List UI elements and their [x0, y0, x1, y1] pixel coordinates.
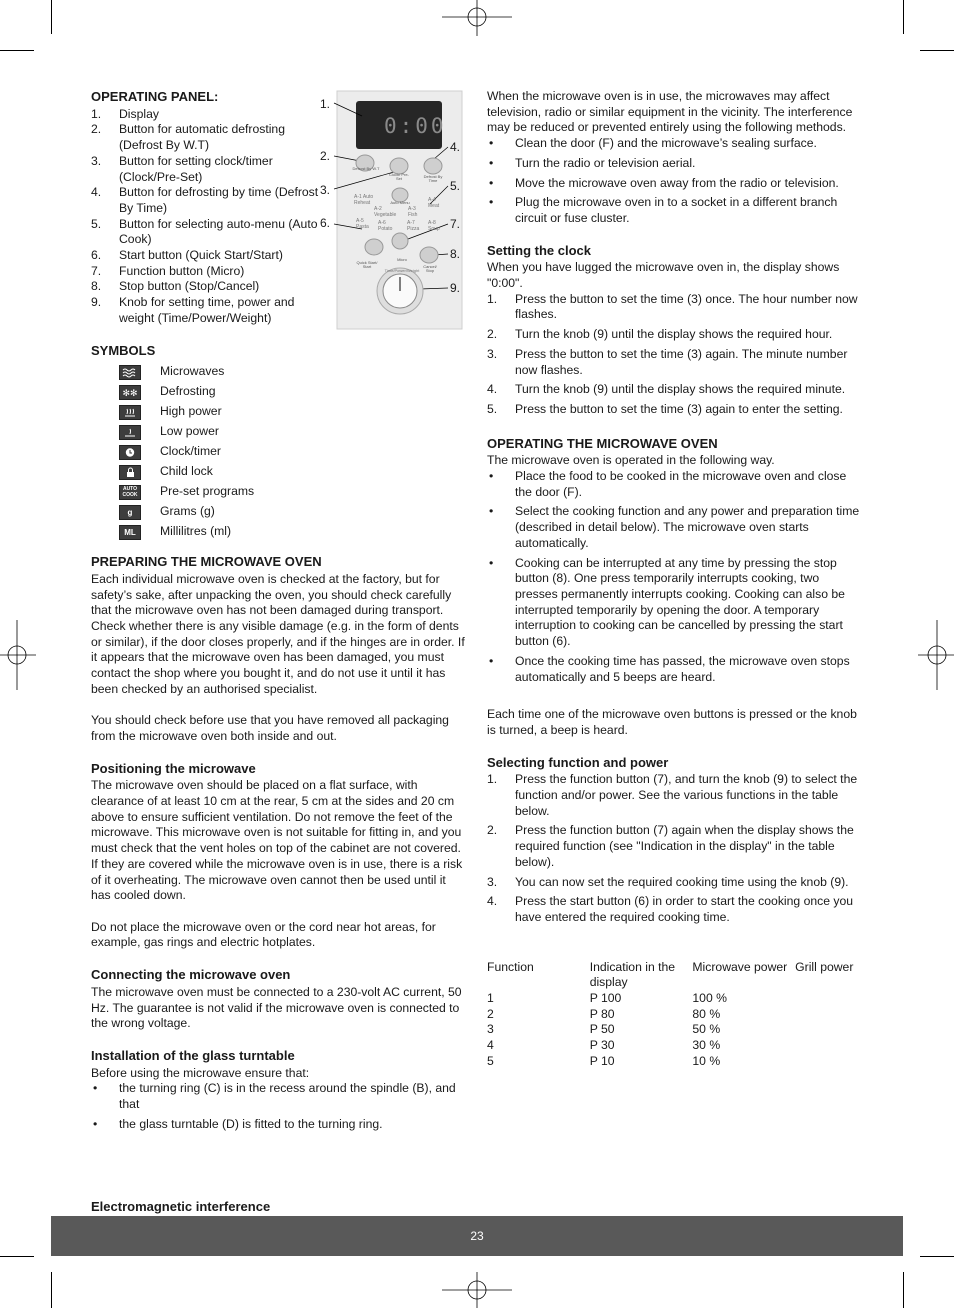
- operating-bullet: • Place the food to be cooked in the microwave oven and close the door (F).: [487, 469, 865, 500]
- registration-mark-bottom: [442, 1272, 512, 1308]
- interference-section: [487, 89, 865, 227]
- list-number: 3.: [487, 874, 498, 889]
- operating-bullet: • Cooking can be interrupted at any time by pressing the stop button (8). One press temporarily interrupts cooking, two presses permanently interrupts cooking. Cooking can also be interrupted temporarily by opening the door. A temporary interruption to cooking can be cancelled by pressing the start button (6).: [487, 556, 865, 650]
- defrosting-icon: [119, 385, 141, 400]
- symbol-label: Clock/timer: [160, 444, 221, 459]
- clock-step: [487, 347, 865, 378]
- table-header-row: [487, 960, 865, 991]
- list-number: 3.: [91, 153, 102, 168]
- list-number: 1.: [487, 291, 498, 306]
- clock-heading: Setting the clock: [487, 242, 592, 258]
- panel-list-item: [91, 122, 319, 153]
- grams-icon: g: [119, 505, 141, 520]
- panel-list-item: [91, 217, 319, 248]
- symbol-row: [91, 382, 467, 402]
- auto-program-a5: A-5 Pasta: [356, 218, 369, 230]
- operating-intro: The microwave oven is operated in the following way.: [487, 453, 775, 468]
- list-text: Button for defrosting by time (Defrost By Time): [119, 185, 319, 215]
- connecting-section: [91, 967, 467, 1032]
- preparing-paragraph-1: Each individual microwave oven is checked at the factory, but for safety’s sake, after unpacking the oven, you should check carefully that the microwave oven has not been damaged during transport. Check whether there is any visible damage (e.g. in the form of dents or similar), if the door closes properly, and if the hinges are in order. If it appears that the microwave oven has been damaged, you must contact the shop where you bought it, and do not use it until it has been checked by an authorised specialist.: [91, 571, 465, 696]
- clock-step: [487, 382, 865, 398]
- table-header-cell: Indication in the display: [589, 959, 676, 990]
- positioning-paragraph-2: Do not place the microwave oven or the cord near hot areas, for example, gas rings and electric hotplates.: [91, 919, 436, 950]
- list-text: Turn the knob (9) until the display shows the required minute.: [515, 382, 846, 397]
- positioning-paragraph-1: The microwave oven should be placed on a flat surface, with clearance of at least 10 cm at the rear, 5 cm at the sides and 20 cm above to ensure sufficient ventilation. Do not remove the feet of the microwave. This microwave oven is not suitable for fitting in, and you must check that the vent holes on top of the cabinet are not covered. If they are covered while the microwave oven is in use, there is a risk of it overheating. The microwave oven cannot then be used until it has cooled down.: [91, 778, 463, 903]
- micro-button[interactable]: Micro: [397, 257, 407, 262]
- symbol-label: Defrosting: [160, 384, 216, 399]
- symbol-label: Pre-set programs: [160, 484, 255, 499]
- clock-step: [487, 327, 865, 343]
- millilitres-icon: ML: [119, 525, 141, 540]
- table-cell: 3: [487, 1022, 494, 1037]
- callout-3: 3.: [320, 183, 331, 197]
- interference-intro: When the microwave oven is in use, the microwaves may affect television, radio or similar equipment in the vicinity. The interference may be reduced or prevented entirely using the following methods.: [487, 89, 853, 135]
- table-cell: P 30: [589, 1038, 615, 1053]
- operating-panel-section: [91, 89, 319, 327]
- registration-mark-right: [918, 620, 954, 690]
- interference-bullet: • Plug the microwave oven in to a socket in a different branch circuit or fuse cluster.: [487, 195, 865, 226]
- symbol-row: [91, 482, 467, 502]
- clock-step: [487, 292, 865, 323]
- table-cell: 50 %: [692, 1022, 721, 1037]
- symbol-row: [91, 422, 467, 442]
- list-number: 9.: [91, 295, 102, 310]
- auto-program-a6: A-6 Potato: [378, 220, 393, 232]
- defrost-by-time-button[interactable]: Defrost By Time: [423, 174, 443, 183]
- preparing-heading: PREPARING THE MICROWAVE OVEN: [91, 554, 322, 570]
- symbol-label: Low power: [160, 424, 219, 439]
- callout-6: 6.: [320, 216, 331, 230]
- table-cell: 4: [487, 1038, 494, 1053]
- table-cell: [795, 991, 865, 1007]
- callout-7: 7.: [450, 217, 461, 231]
- table-cell: 2: [487, 1006, 494, 1021]
- list-number: 4.: [487, 894, 498, 909]
- callout-5: 5.: [450, 179, 461, 193]
- symbol-label: Grams (g): [160, 504, 215, 519]
- positioning-section: [91, 761, 467, 951]
- auto-program-a2: A-2 Vegetable: [374, 206, 397, 218]
- panel-list-item: [91, 264, 319, 280]
- registration-mark-left: [0, 620, 36, 690]
- defrost-by-weight-button[interactable]: Defrost By W.T: [352, 166, 380, 171]
- list-number: 2.: [487, 823, 498, 838]
- callout-4: 4.: [450, 140, 461, 154]
- table-header-cell: Microwave power: [692, 959, 788, 974]
- turntable-section: [91, 1048, 467, 1133]
- operating-panel-figure: [316, 89, 464, 331]
- selecting-step: [487, 772, 865, 819]
- list-number: 4.: [487, 382, 498, 397]
- selecting-heading: Selecting function and power: [487, 754, 669, 770]
- page-number: 23: [470, 1229, 484, 1243]
- selecting-section: [487, 755, 865, 926]
- quick-start-button[interactable]: Quick Start/ Start: [356, 260, 378, 269]
- symbols-heading: SYMBOLS: [91, 342, 156, 358]
- auto-program-a1: A-1 Auto Reheat: [354, 194, 374, 206]
- table-cell: 5: [487, 1053, 494, 1068]
- list-text: Press the function button (7), and turn the knob (9) to select the function and/or power. See the various functions in the table below.: [515, 772, 858, 818]
- list-text: Press the button to set the time (3) again. The minute number now flashes.: [515, 346, 848, 377]
- symbol-row: [91, 402, 467, 422]
- list-text: Button for automatic defrosting (Defrost By W.T): [119, 122, 285, 153]
- panel-list-item: [91, 295, 319, 326]
- list-number: 6.: [91, 248, 102, 263]
- operating-section: [487, 436, 865, 739]
- electromagnetic-interference-heading: Electromagnetic interference: [91, 1199, 271, 1214]
- panel-list-item: [91, 154, 319, 185]
- symbol-label: High power: [160, 404, 222, 419]
- interference-bullet: • Move the microwave oven away from the radio or television.: [487, 176, 865, 192]
- clock-step: [487, 402, 865, 418]
- panel-list-item: [91, 279, 319, 295]
- symbol-row: [91, 362, 467, 382]
- table-cell: 30 %: [692, 1038, 721, 1053]
- panel-list-item: [91, 185, 319, 216]
- table-cell: 100 %: [692, 991, 727, 1006]
- table-cell: [795, 1022, 865, 1038]
- callout-8: 8.: [450, 247, 461, 261]
- table-cell: 10 %: [692, 1053, 721, 1068]
- symbols-section: [91, 343, 467, 543]
- list-text: Turn the knob (9) until the display shows the required hour.: [515, 327, 833, 342]
- microwaves-icon: [119, 365, 141, 380]
- connecting-paragraph: The microwave oven must be connected to a 230-volt AC current, 50 Hz. The guarantee is not valid if the microwave oven is connected to the wrong voltage.: [91, 984, 462, 1031]
- symbol-row: [91, 462, 467, 482]
- svg-text:✻✻: ✻✻: [122, 388, 138, 398]
- table-header-cell: Grill power: [795, 959, 854, 974]
- right-column: [487, 89, 865, 1070]
- footer-bar: [51, 1216, 903, 1256]
- list-text: Button for selecting auto-menu (Auto Cook): [119, 216, 318, 247]
- table-cell: 1: [487, 991, 494, 1006]
- table-cell: P 100: [589, 991, 622, 1006]
- clock-intro: When you have lugged the microwave oven in, the display shows "0:00".: [487, 260, 840, 291]
- beep-paragraph: Each time one of the microwave oven buttons is pressed or the knob is turned, a beep is heard.: [487, 707, 857, 737]
- clock-preset-button[interactable]: Clock/ Pre-Set: [389, 172, 409, 181]
- list-number: 5.: [91, 216, 102, 231]
- function-power-table: [487, 960, 865, 1070]
- interference-bullet: • Clean the door (F) and the microwave’s sealing surface.: [487, 136, 865, 152]
- clock-section: [487, 243, 865, 418]
- selecting-step: [487, 894, 865, 925]
- table-cell: [795, 1054, 865, 1070]
- symbol-label: Microwaves: [160, 364, 225, 379]
- table-cell: 80 %: [692, 1006, 721, 1021]
- list-number: 4.: [91, 185, 102, 200]
- list-text: Function button (Micro): [119, 263, 245, 278]
- table-cell: [795, 1038, 865, 1054]
- turntable-bullet-list: [91, 1081, 467, 1132]
- time-power-weight-knob[interactable]: Time/Power/Weight: [384, 268, 420, 273]
- auto-program-a7: A-7 Pizza: [407, 220, 420, 232]
- table-cell: [795, 1007, 865, 1023]
- operating-bullet: • Once the cooking time has passed, the microwave oven stops automatically and 5 beeps are heard.: [487, 654, 865, 685]
- operating-panel-heading: OPERATING PANEL:: [91, 89, 219, 104]
- operating-bullet: • Select the cooking function and any power and preparation time (described in detail below). The microwave oven starts automatically.: [487, 504, 865, 551]
- auto-menu-button[interactable]: Auto Menu: [390, 200, 410, 205]
- low-power-icon: [119, 425, 141, 440]
- symbol-row: [91, 522, 467, 542]
- interference-bullet: • Turn the radio or television aerial.: [487, 156, 865, 172]
- registration-mark-top: [442, 0, 512, 36]
- list-number: 2.: [487, 327, 498, 342]
- turntable-bullet: • the turning ring (C) is in the recess around the spindle (B), and that: [91, 1081, 467, 1112]
- list-text: Press the start button (6) in order to start the cooking once you have entered the required cooking time.: [515, 894, 854, 924]
- child-lock-icon: [119, 465, 141, 480]
- callout-1: 1.: [320, 97, 331, 111]
- auto-program-a3: A-3 Fish: [408, 206, 418, 218]
- selecting-steps-list: [487, 772, 865, 925]
- display-readout: 0:00: [384, 114, 447, 138]
- auto-cook-icon: AUTO COOK: [119, 485, 141, 500]
- operating-heading: OPERATING THE MICROWAVE OVEN: [487, 435, 718, 451]
- symbol-list: [91, 362, 467, 542]
- symbol-label: Millilitres (ml): [160, 524, 232, 539]
- table-row: [487, 1022, 865, 1038]
- list-text: Start button (Quick Start/Start): [119, 248, 283, 263]
- clock-steps-list: [487, 292, 865, 418]
- list-number: 5.: [487, 401, 498, 416]
- table-row: [487, 1054, 865, 1070]
- table-row: [487, 1038, 865, 1054]
- list-text: Press the function button (7) again when the display shows the required function (see "Indication in the display" in the table below).: [515, 823, 854, 869]
- callout-9: 9.: [450, 281, 461, 295]
- positioning-heading: Positioning the microwave: [91, 760, 256, 776]
- panel-list-item: [91, 107, 319, 123]
- turntable-heading: Installation of the glass turntable: [91, 1047, 295, 1063]
- list-text: Press the button to set the time (3) again to enter the setting.: [515, 401, 843, 416]
- auto-program-a4: A-4 Meat: [428, 197, 440, 209]
- list-number: 1.: [487, 772, 498, 787]
- interference-bullet-list: [487, 136, 865, 227]
- list-number: 3.: [487, 346, 498, 361]
- list-text: Button for setting clock/timer (Clock/Pre-Set): [119, 153, 273, 184]
- operating-bullet-list: [487, 469, 865, 685]
- list-text: Knob for setting time, power and weight (Time/Power/Weight): [119, 295, 295, 325]
- auto-program-a8: A-8 Soup: [428, 220, 440, 232]
- table-header-cell: Function: [487, 959, 534, 974]
- table-row: [487, 991, 865, 1007]
- selecting-step: [487, 875, 865, 891]
- callout-2: 2.: [320, 149, 331, 163]
- list-text: Stop button (Stop/Cancel): [119, 279, 260, 294]
- symbol-label: Child lock: [160, 464, 213, 479]
- preparing-paragraph-2: You should check before use that you have removed all packaging from the microwave oven both inside and out.: [91, 713, 449, 743]
- clock-icon: [119, 445, 141, 460]
- turntable-bullet: • the glass turntable (D) is fitted to the turning ring.: [91, 1117, 467, 1133]
- preparing-section: [91, 554, 467, 744]
- connecting-heading: Connecting the microwave oven: [91, 967, 291, 983]
- high-power-icon: [119, 405, 141, 420]
- list-number: 1.: [91, 106, 102, 121]
- turntable-intro: Before using the microwave ensure that:: [91, 1065, 310, 1080]
- table-cell: P 10: [589, 1053, 615, 1068]
- operating-panel-list: [91, 107, 319, 327]
- list-number: 8.: [91, 279, 102, 294]
- list-text: Press the button to set the time (3) once. The hour number now flashes.: [515, 291, 858, 322]
- table-cell: P 80: [589, 1006, 615, 1021]
- stop-cancel-button[interactable]: Cancel/ Stop: [423, 264, 437, 273]
- panel-list-item: [91, 248, 319, 264]
- symbol-row: [91, 502, 467, 522]
- list-text: You can now set the required cooking time using the knob (9).: [515, 874, 849, 889]
- list-number: 7.: [91, 263, 102, 278]
- table-row: [487, 1007, 865, 1023]
- table-cell: P 50: [589, 1022, 615, 1037]
- list-number: 2.: [91, 122, 102, 137]
- list-text: Display: [119, 106, 159, 121]
- symbol-row: [91, 442, 467, 462]
- selecting-step: [487, 823, 865, 870]
